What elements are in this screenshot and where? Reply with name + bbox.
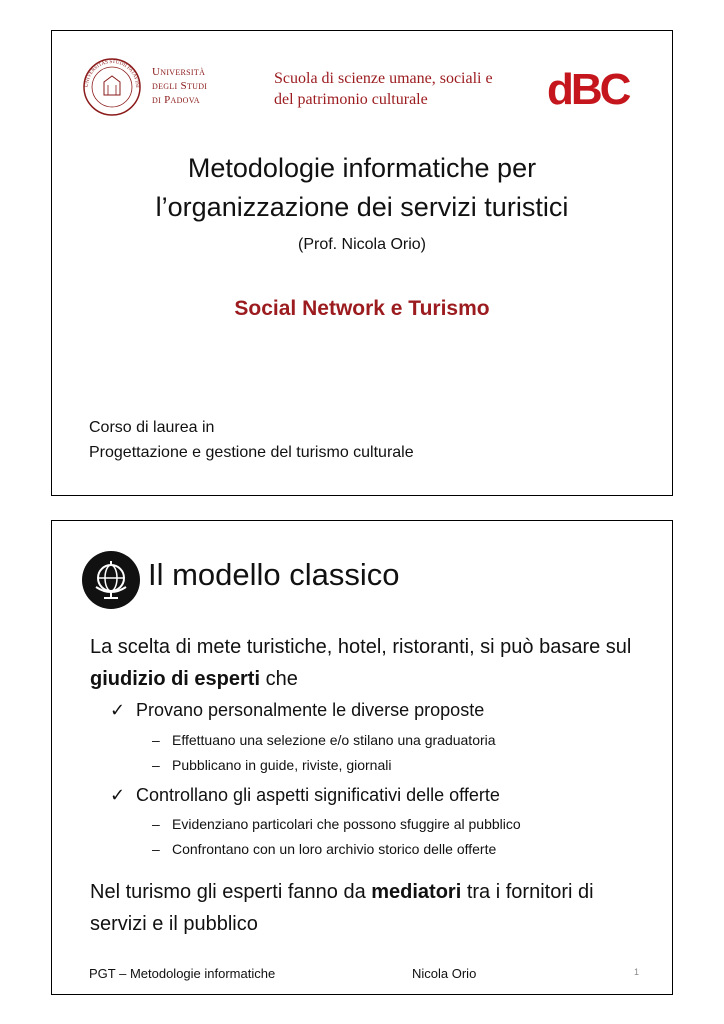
check-item: [110, 785, 500, 806]
dash-item: [152, 757, 391, 773]
school-line: del patrimonio culturale: [274, 91, 428, 108]
dbc-logo: [547, 66, 632, 110]
school-name: [274, 68, 493, 110]
dash-bullet: –: [152, 732, 160, 748]
course-line: Corso di laurea in: [89, 419, 215, 436]
dash-item-label: Pubblicano in guide, riviste, giornali: [172, 757, 392, 773]
university-line: di Padova: [152, 94, 200, 106]
footer-author: Nicola Orio: [412, 966, 477, 981]
conclusion-text-end: tra i fornitori di servizi e il pubblico: [90, 881, 594, 935]
professor-name: (Prof. Nicola Orio): [297, 236, 427, 253]
intro-paragraph: [90, 631, 650, 695]
dash-item-label: Confrontano con un loro archivio storico delle offerte: [172, 841, 497, 857]
title-line: l’organizzazione dei servizi turistici: [155, 192, 569, 222]
conclusion-bold: mediatori: [371, 881, 462, 903]
page-number: 1: [634, 967, 640, 977]
intro-text: La scelta di mete turistiche, hotel, ristoranti, si può basare sul: [90, 636, 632, 658]
school-line: Scuola di scienze umane, sociali e: [274, 70, 493, 87]
check-icon: ✓: [110, 785, 126, 805]
intro-text-end: che: [260, 668, 298, 690]
globe-compass-icon: [82, 551, 140, 609]
title-line: Metodologie informatiche per: [187, 153, 537, 183]
intro-bold: giudizio di esperti: [90, 668, 261, 690]
dash-item-label: Evidenziano particolari che possono sfuggire al pubblico: [172, 816, 521, 832]
university-line: Università: [152, 66, 206, 78]
university-line: degli Studi: [152, 80, 208, 92]
check-item-label: Controllano gli aspetti significativi delle offerte: [136, 785, 500, 805]
check-item: [110, 700, 484, 721]
dash-item: [152, 816, 521, 832]
university-seal-icon: [82, 57, 142, 117]
conclusion-text: Nel turismo gli esperti fanno da: [90, 881, 372, 903]
dash-bullet: –: [152, 816, 160, 832]
content-slide: [51, 520, 673, 995]
slide-title: [52, 149, 672, 227]
seal-text: UNIVERSITAS STUDII PATAVINI: [83, 58, 141, 88]
check-icon: ✓: [110, 700, 126, 720]
dash-bullet: –: [152, 841, 160, 857]
slide-title: Il modello classico: [148, 557, 400, 592]
course-line: Progettazione e gestione del turismo culturale: [89, 444, 414, 461]
dash-item-label: Effettuano una selezione e/o stilano una graduatoria: [172, 732, 496, 748]
course-info: [89, 415, 414, 465]
check-item-label: Provano personalmente le diverse proposte: [136, 700, 485, 720]
dash-item: [152, 841, 496, 857]
dash-item: [152, 732, 496, 748]
conclusion-paragraph: [90, 876, 650, 940]
footer-course: PGT – Metodologie informatiche: [89, 966, 276, 981]
title-slide: [51, 30, 673, 496]
university-name: [152, 65, 207, 107]
dbc-logo-text: dBC: [547, 66, 629, 110]
dash-bullet: –: [152, 757, 160, 773]
slide-subtitle: Social Network e Turismo: [234, 297, 490, 320]
